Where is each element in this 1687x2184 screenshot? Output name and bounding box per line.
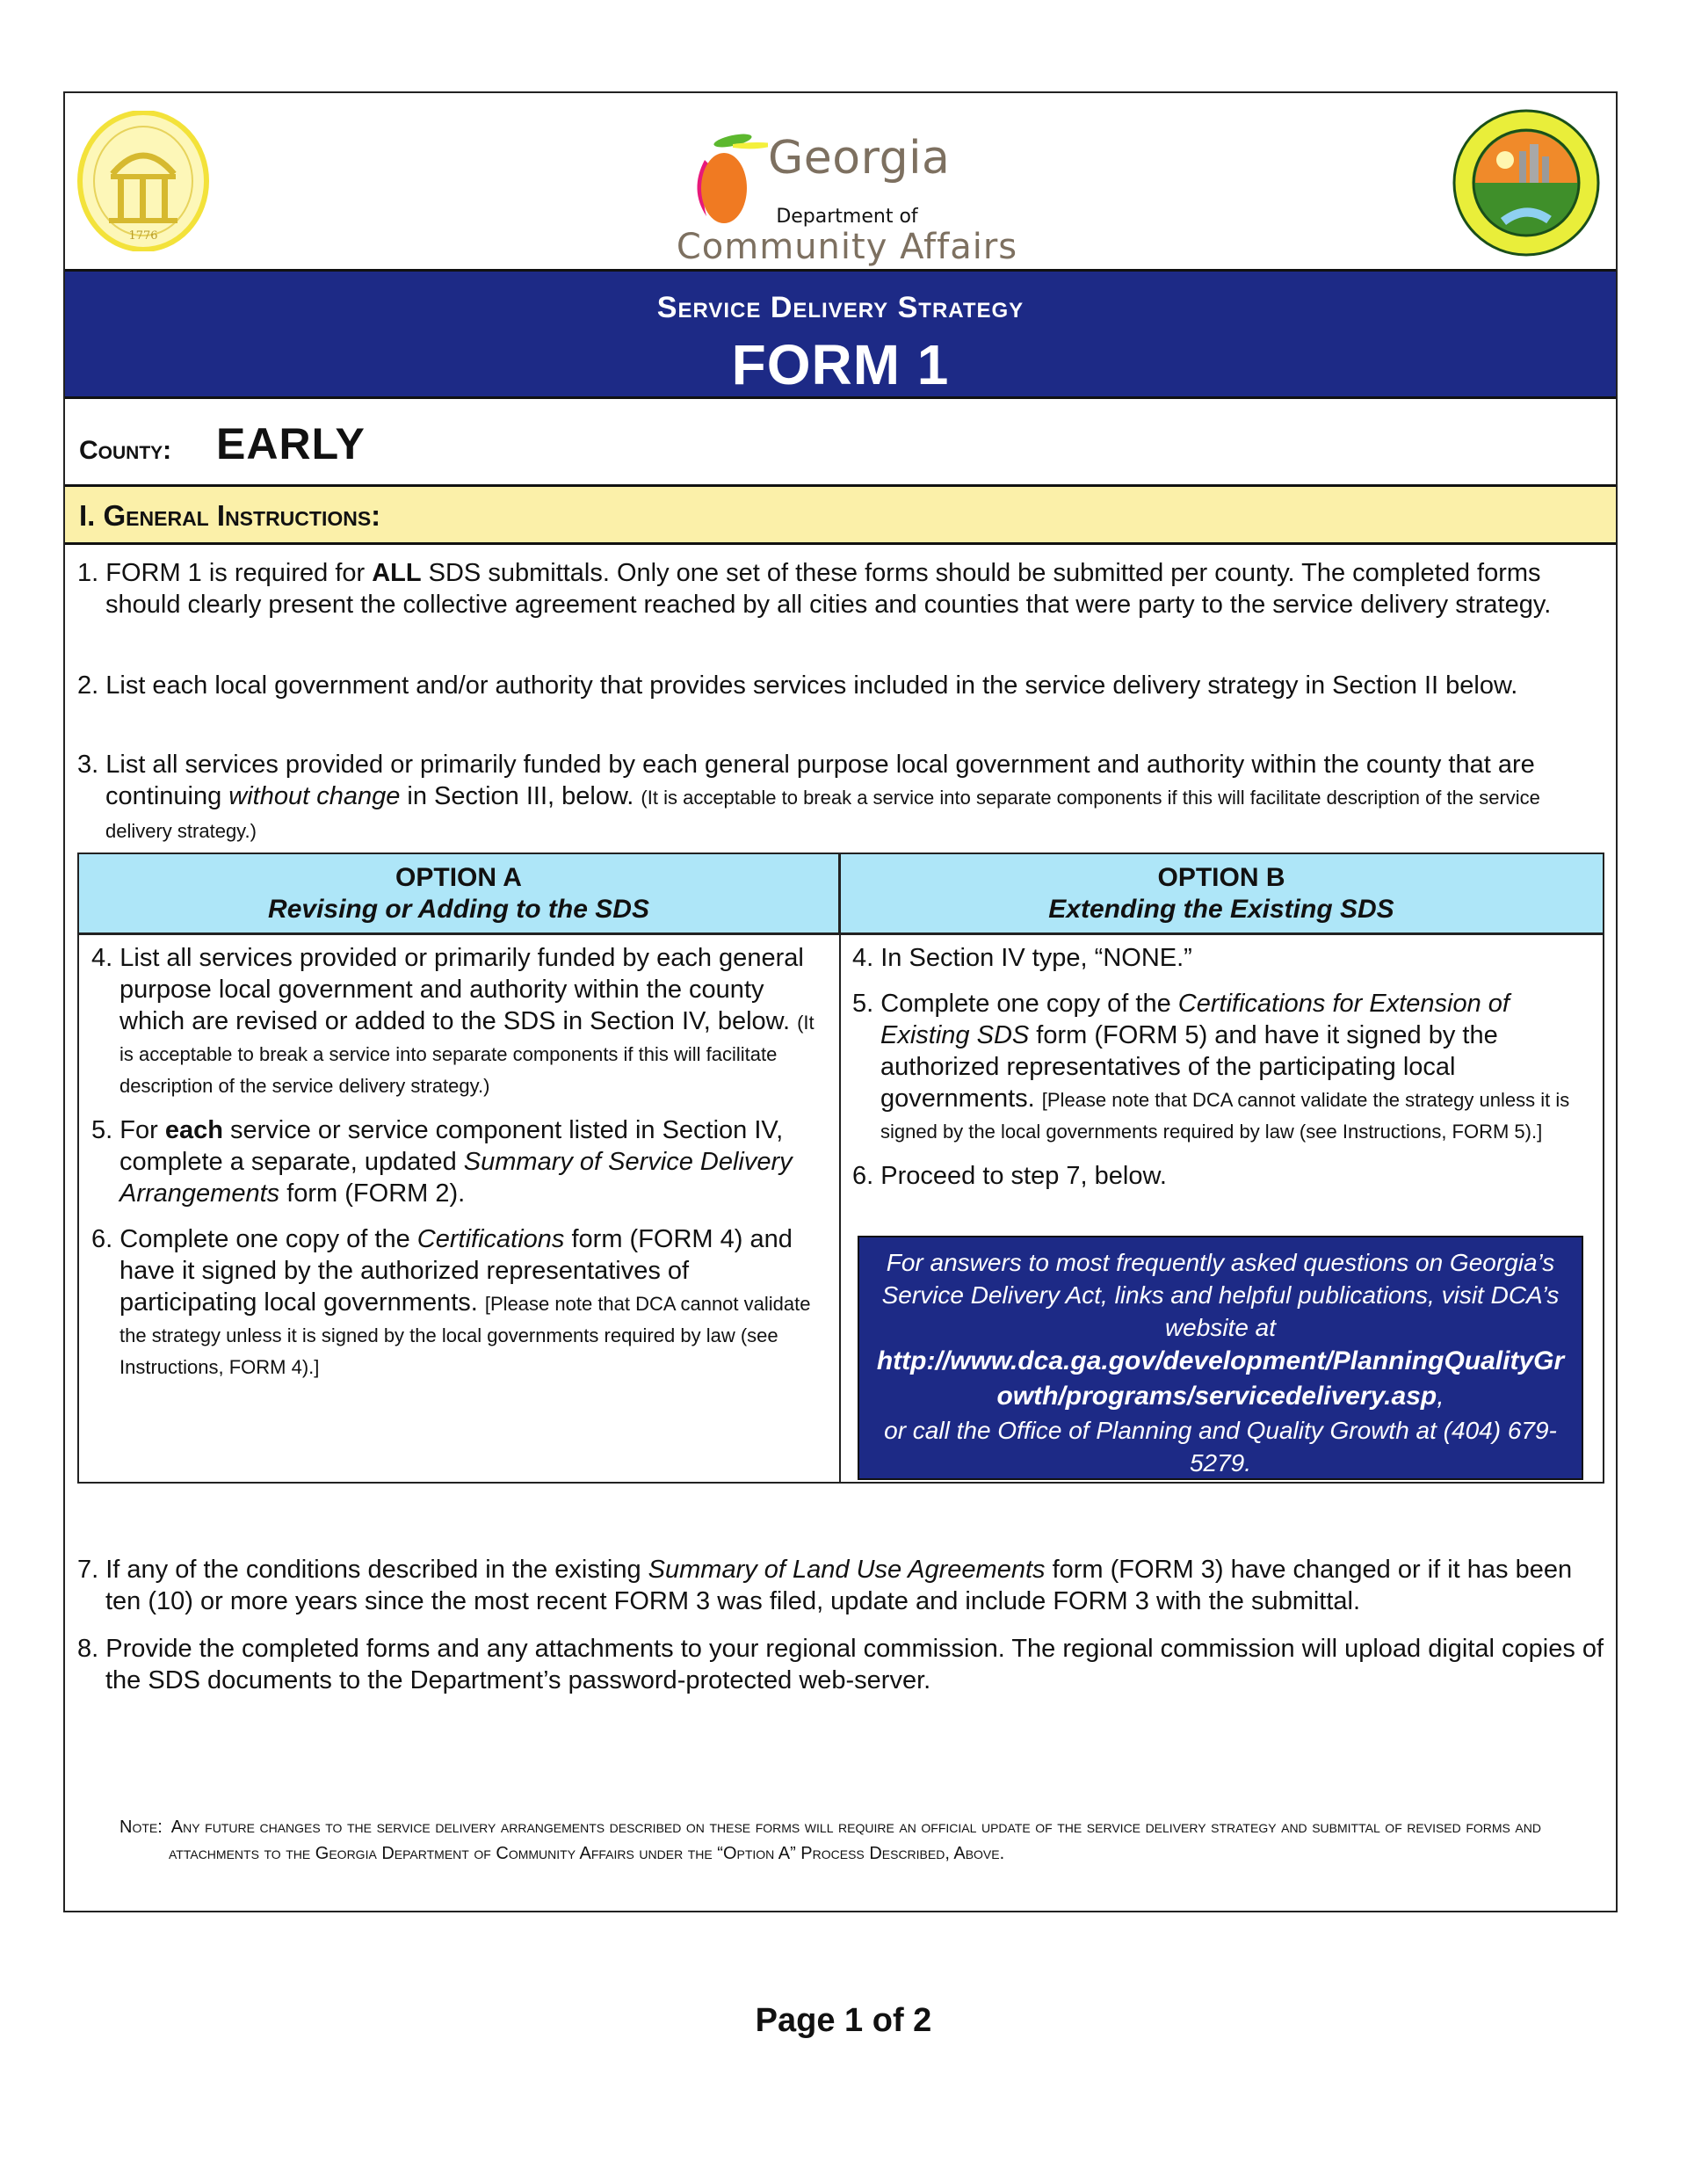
title-band: [65, 269, 1616, 399]
text-run: SDS submittals. Only one set of these forms should be submitted per county. The completed forms should clearly present the collective agreement reached by all cities and counties that were party to the service delivery strategy.: [105, 559, 1552, 619]
info-intro: For answers to most frequently asked questions on Georgia’s Service Delivery Act, links and helpful publications, visit DCA’s website at: [881, 1249, 1560, 1341]
text-run: FORM 1 is required for: [98, 559, 373, 587]
svg-text:1776: 1776: [128, 229, 158, 243]
option-b-step-4: [852, 942, 1582, 974]
form-title: FORM 1: [731, 333, 950, 396]
item-number: 3.: [77, 751, 99, 779]
info-outro: or call the Office of Planning and Quality Growth at (404) 679-5279.: [884, 1417, 1557, 1477]
option-a-header: [79, 854, 840, 935]
option-b-step-6: [852, 1160, 1582, 1192]
note-label: Note:: [119, 1818, 163, 1837]
logo-department-text: Department of: [776, 206, 918, 228]
item-number: 4.: [852, 944, 874, 972]
text-run: In Section IV type, “NONE.”: [873, 944, 1192, 972]
option-a-step-4: [91, 942, 821, 1100]
item-number: 4.: [91, 944, 113, 972]
url-suffix: ,: [1437, 1382, 1444, 1411]
option-b-steps: [852, 942, 1582, 1206]
section-title: I. General Instructions:: [79, 499, 381, 532]
form-subtitle: Service Delivery Strategy: [656, 291, 1025, 324]
text-run: List all services provided or primarily funded by each general purpose local government and authority within the county which are revised or added to the SDS in Section IV, below.: [112, 944, 804, 1035]
text-run: Provide the completed forms and any attachments to your regional commission. The regional commission will upload digital copies of the SDS documents to the Department’s password-protected web-server.: [98, 1635, 1604, 1694]
page-number: Page 1 of 2: [755, 2002, 932, 2039]
instruction-8: [77, 1633, 1606, 1696]
instruction-3: [77, 749, 1606, 847]
text-run: form (FORM 4) and have it signed by the authorized representatives of participating local governments.: [119, 1225, 793, 1317]
county-label: County:: [79, 436, 172, 465]
option-b-heading: OPTION B: [1157, 863, 1285, 892]
text-run: form (FORM 5) and have it signed by the authorized representatives of the participating local governments.: [880, 1021, 1498, 1113]
item-number: 6.: [91, 1225, 113, 1253]
note-text: [Please note that DCA cannot validate the strategy unless it is signed by the local governments required by law (see Instructions, FORM 4).]: [119, 1293, 811, 1378]
dca-website-url[interactable]: http://www.dca.ga.gov/development/PlanningQualityGrowth/programs/servicedelivery.asp: [876, 1346, 1565, 1411]
instruction-7: [77, 1554, 1606, 1617]
italic-text: Summary of Land Use Agreements: [648, 1556, 1046, 1584]
item-number: 2.: [77, 671, 99, 700]
county-value: EARLY: [216, 419, 366, 468]
italic-text: Certifications for Extension of Existing SDS: [880, 990, 1510, 1049]
option-b-header: [840, 854, 1603, 935]
option-b-step-5: [852, 988, 1582, 1146]
text-run: If any of the conditions described in the existing: [98, 1556, 648, 1584]
item-number: 5.: [91, 1116, 113, 1144]
italic-text: without change: [228, 782, 401, 810]
note: [119, 1814, 1578, 1867]
text-run: Proceed to step 7, below.: [873, 1162, 1167, 1190]
text-run: service or service component listed in Section IV, complete a separate, updated: [119, 1116, 784, 1176]
option-a-subheading: Revising or Adding to the SDS: [268, 895, 649, 924]
form-frame: [63, 91, 1618, 1912]
instruction-2: [77, 670, 1606, 701]
section-header: [65, 487, 1616, 545]
text-run: For: [112, 1116, 165, 1144]
text-run: List all services provided or primarily funded by each general purpose local government and authority within the county that are continuing: [98, 751, 1535, 810]
note-text: Any future changes to the service delivery arrangements described on these forms will require an official update of the service delivery strategy and submittal of revised forms and attachments to the Georgia Department of Community Affairs under the “Option A” Process Described, Above.: [169, 1818, 1541, 1863]
text-run: Complete one copy of the: [112, 1225, 417, 1253]
text-run: List each local government and/or authority that provides services included in the service delivery strategy in Section II below.: [98, 671, 1518, 700]
instruction-text: [77, 749, 1606, 847]
logo-georgia-text: Georgia: [768, 132, 951, 185]
note-text: (It is acceptable to break a service into separate components if this will facilitate description of the service delivery strategy.): [105, 787, 1540, 842]
option-a-step-6: [91, 1223, 821, 1382]
item-number: 7.: [77, 1556, 99, 1584]
dca-website-link[interactable]: [859, 1344, 1582, 1414]
option-a-heading: OPTION A: [395, 863, 522, 892]
item-number: 1.: [77, 559, 99, 587]
options-table: [77, 853, 1604, 1484]
faq-info-box: [858, 1236, 1583, 1480]
column-divider: [839, 854, 841, 1482]
text-run: in Section III, below.: [400, 782, 641, 810]
italic-text: Certifications: [416, 1225, 565, 1253]
instruction-text: [77, 670, 1606, 701]
bold-text: each: [164, 1116, 223, 1144]
state-of-georgia-seal-icon: [77, 111, 209, 251]
dca-logo: [645, 111, 1049, 267]
bold-text: ALL: [372, 559, 422, 587]
option-a-steps: [91, 942, 821, 1396]
county-row: [65, 399, 1616, 487]
item-number: 6.: [852, 1162, 874, 1190]
instruction-text: [77, 1554, 1606, 1617]
instruction-text: [77, 557, 1606, 620]
text-run: form (FORM 2).: [279, 1179, 466, 1208]
item-number: 5.: [852, 990, 874, 1018]
text-run: form (FORM 3) have changed or if it has been ten (10) or more years since the most recent FORM 3 was filed, update and include FORM 3 with the submittal.: [105, 1556, 1573, 1615]
instruction-text: [77, 1633, 1606, 1696]
text-run: Complete one copy of the: [873, 990, 1178, 1018]
option-b-subheading: Extending the Existing SDS: [1048, 895, 1394, 924]
note-text: [Please note that DCA cannot validate the strategy unless it is signed by the local governments required by law (see Instructions, FORM 5).]: [880, 1089, 1570, 1143]
header-logos: [65, 93, 1616, 269]
italic-text: Summary of Service Delivery Arrangements: [119, 1148, 793, 1208]
dca-planning-seal-icon: [1451, 107, 1602, 258]
logo-community-affairs-text: Community Affairs: [676, 227, 1018, 267]
note-text: (It is acceptable to break a service into separate components if this will facilitate description of the service delivery strategy.): [119, 1012, 815, 1097]
option-a-step-5: [91, 1114, 821, 1209]
instruction-1: [77, 557, 1606, 620]
item-number: 8.: [77, 1635, 99, 1663]
